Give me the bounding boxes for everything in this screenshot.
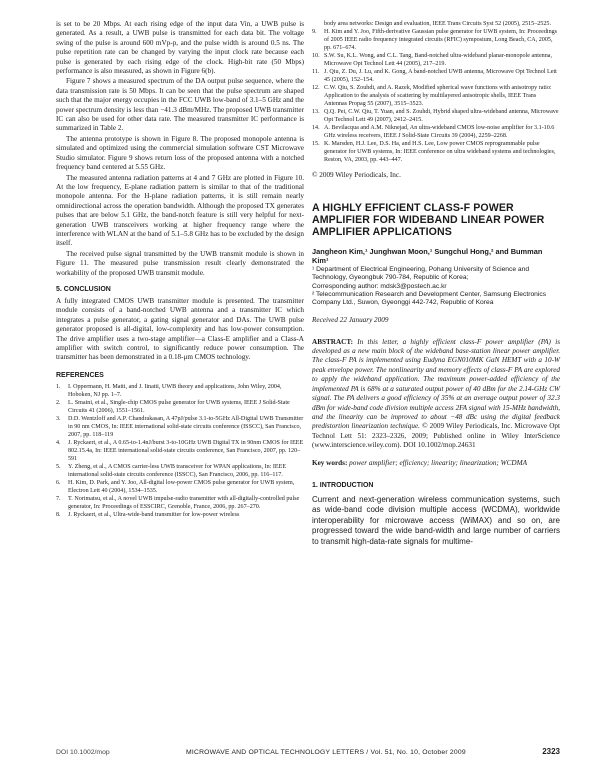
copyright-line: © 2009 Wiley Periodicals, Inc. bbox=[312, 171, 401, 179]
affiliation-line: ² Telecommunication Research and Development Center, Samsung Electronics Company Ltd., Suwon, Gyeonggi 442-742, Republic of Korea bbox=[312, 291, 547, 307]
reference-item bbox=[312, 140, 560, 164]
right-column bbox=[312, 20, 560, 547]
left-column bbox=[56, 20, 304, 519]
reference-item bbox=[56, 415, 304, 439]
reference-number: 7. bbox=[56, 495, 61, 502]
reference-number: 10. bbox=[312, 53, 320, 59]
body-paragraph: The received pulse signal transmitted by the UWB transmit module is shown in Figure 11. The measured pulse transmission result clearly demonstrated the workability of the proposed UWB transmit module. bbox=[56, 249, 304, 277]
reference-text: D.D. Wentzloff and A.P. Chandrakasan, A 47pJ/pulse 3.1-to-5GHz All-Digital UWB Transmitter in 90 nm CMOS, In: IEEE international solid-state circuits conference (ISSCC), San Francisco, 2007, pp. 118–119 bbox=[68, 415, 304, 438]
reference-item bbox=[312, 52, 560, 68]
corresponding-author: Corresponding author: mdsk3@postech.ac.kr bbox=[312, 282, 447, 290]
reference-number bbox=[312, 20, 324, 28]
reference-text: Y. Zheng, et al., A CMOS carrier-less UWB transceiver for WPAN applications, In: IEEE international solid-state circuits conference (ISSCC), San Francisco, 2006, pp. 116–117. bbox=[68, 463, 287, 478]
reference-number: 15. bbox=[312, 141, 320, 147]
reference-item bbox=[56, 463, 304, 479]
introduction-paragraph: Current and next-generation wireless communication systems, such as wide-band code division multiple access (WCDMA), worldwide interoperability for microwave access (WiMAX) and so on, are progressed toward the wide band-width and large number of carriers to transmit high-data-rate signals for multime- bbox=[312, 494, 560, 546]
conclusion-paragraph: A fully integrated CMOS UWB transmitter module is presented. The transmitter module consists of a band-notched UWB antenna and a transmitter IC which integrates a pulse generator, a gating signal generator and DAs. The UWB pulse generator proposed is all-digital, low-complexity and has low-power consumption. The drive amplifier uses a two-stage amplifier—a Class-E amplifier and a Class-A amplifier with switch control, to significantly reduce power consumption. The transmitter has been demonstrated in a 0.18-μm CMOS technology. bbox=[56, 296, 304, 362]
reference-text: H. Kim, D. Park, and Y. Joo, All-digital low-power CMOS pulse generator for UWB system, Electron Lett 40 (2004), 1534–1535. bbox=[68, 479, 295, 494]
reference-item bbox=[312, 20, 560, 28]
reference-item bbox=[56, 511, 304, 519]
reference-item bbox=[312, 108, 560, 124]
footer-doi: DOI 10.1002/mop bbox=[56, 749, 110, 756]
reference-text: J. Ryckaert, et al., A 0.65-to-1.4nJ/burst 3-to-10GHz UWB Digital TX in 90nm CMOS for IEEE 802.15.4a, In: IEEE international solid-state circuits conference, San Francisco, 2007, pp. 120–591 bbox=[68, 439, 304, 462]
abstract-text: In this letter, a highly efficient class-F power amplifier (PA) is developed as a new main block of the wideband base-station linear power amplifier. The class-F PA is implemented using Eudyna EGN010MK GaN HEMT with a 10-W peak envelope power. The nonlinearity and memory effects of class-F PA are explored to apply the wideband application. The maximum power-added efficiency of the implemented PA is 68% at a saturated output power of 40 dBm for the 2.14-GHz CW signal. The PA delivers a good efficiency of 35% at an average output power of 32.3 dBm for wide-band code division multiple access 2FA signal with 15-MHz bandwidth, and the linearity can be improved to about −48 dBc using the digital feedback predistortion linearization technique. bbox=[312, 337, 560, 431]
received-date: Received 22 January 2009 bbox=[312, 315, 389, 324]
reference-number: 1. bbox=[56, 383, 61, 390]
reference-item bbox=[312, 68, 560, 84]
reference-number: 5. bbox=[56, 463, 61, 470]
reference-item bbox=[56, 399, 304, 415]
reference-number: 4. bbox=[56, 439, 61, 446]
reference-text: A. Bevilacqua and A.M. Niknejad, An ultra-wideband CMOS low-noise amplifier for 3.1-10.6 GHz wireless receivers, IEEE J Solid-State Circuits 39 (2004), 2259–2268. bbox=[324, 125, 555, 139]
author-list: Jangheon Kim,¹ Junghwan Moon,¹ Sungchul Hong,² and Bumman Kim¹ bbox=[312, 247, 543, 266]
reference-number: 6. bbox=[56, 479, 61, 486]
body-paragraph: Figure 7 shows a measured spectrum of the DA output pulse sequence, where the data transmission rate is 50 Mbps. It can be seen that the pulse spectrum are shaped such that the major energy occupies in the FCC UWB low-band of 3.1–5 GHz and the power spectrum density is less than −41.3 dBm/MHz. The proposed UWB transmitter IC can also be used for other data rate. The measured transmitter IC performance is summarized in Table 2. bbox=[56, 77, 304, 133]
reference-text: H. Kim and Y. Joo, Fifth-derivative Gaussian pulse generator for UWB system, In: Proceedings of 2005 IEEE radio frequency integrated circuits (RFIC) symposium, Long Beach, CA, 2005, pp. 671–674. bbox=[324, 29, 558, 51]
keywords-text: power amplifier; efficiency; linearity; linearization; WCDMA bbox=[349, 458, 527, 467]
reference-number: 3. bbox=[56, 415, 61, 422]
reference-text: J. Ryckaert, et al., Ultra-wide-band transmitter for low-power wireless bbox=[68, 511, 240, 518]
reference-number: 8. bbox=[56, 511, 61, 518]
reference-text: S.W. Su, K.L. Wong, and C.L. Tang, Band-notched ultra-wideband planar-monopole antenna, Microwave Opt Technol Lett 44 (2005), 217–219. bbox=[324, 53, 552, 67]
reference-text: J. Qiu, Z. Du, J. Lu, and K. Gong, A band-notched UWB antenna, Microwave Opt Technol Lett 45 (2005), 152–154. bbox=[324, 69, 557, 83]
reference-list-continued bbox=[312, 20, 560, 164]
reference-list bbox=[56, 383, 304, 519]
abstract-label: ABSTRACT: bbox=[312, 337, 354, 346]
abstract-citation: © 2009 Wiley Periodicals, Inc. Microwave Opt Technol Lett 51: 2323–2326, 2009; Published online in Wiley InterScience (www.interscience.wiley.com). DOI 10.1002/mop.24631 bbox=[312, 422, 561, 450]
reference-text: T. Norimatsu, et al., A novel UWB impulse-radio transmitter with all-digitally-controlled pulse generator, In: Proceedings of ESSCIRC, Grenoble, France, 2006, pp. 267–270. bbox=[68, 495, 300, 510]
reference-text: C.W. Qiu, S. Zouhdi, and A. Razek, Modified spherical wave functions with anisotropy ratio: Application to the analysis of scattering by multilayered anisotropic shells, IEEE Trans Antennas Propag 55 (2007), 3515–3523. bbox=[324, 85, 552, 107]
keywords bbox=[312, 459, 560, 468]
reference-item bbox=[312, 84, 560, 108]
body-paragraph: The antenna prototype is shown in Figure 8. The proposed monopole antenna is simulated and optimized using the commercial simulation software CST Microwave Studio simulator. Figure 9 shows return loss of the proposed antenna with a notched frequency band centered at 5.55 GHz. bbox=[56, 134, 304, 172]
references-heading: REFERENCES bbox=[56, 371, 104, 379]
reference-item bbox=[56, 495, 304, 511]
reference-text: body area networks: Design and evaluation, IEEE Trans Circuits Syst 52 (2005), 2515–2525. bbox=[324, 21, 551, 27]
reference-number: 11. bbox=[312, 69, 320, 75]
body-paragraph: is set to be 20 Mbps. At each rising edge of the input data Vin, a UWB pulse is generated. As a result, a UWB pulse is transmitted for each data bit. The voltage swing of the pulse is around 600 mVp-p, and the pulse width is around 0.5 ns. The pulse repetition rate can be changed by varying the input clock rate because each pulse is generated by each rising edge of the clock. High-bit rate (50 Mbps) performance is also measured, as shown in Figure 6(b). bbox=[56, 20, 304, 76]
affiliations bbox=[312, 266, 560, 307]
body-paragraph: The measured antenna radiation patterns at 4 and 7 GHz are plotted in Figure 10. At the low frequency, E-plane radiation pattern is similar to that of the traditional monopole antenna. For the H-plane radiation patterns, it is still remain nearly omnidirectional across the operation bandwidth. Although the proposed TX generates pulses that are below 5.1 GHz, the band-notch feature is still very helpful for next-generation UWB transceivers working at higher frequency range where the interference with WLAN at the band of 5.1–5.8 GHz has to be excluded by the design itself. bbox=[56, 173, 304, 248]
reference-number: 13. bbox=[312, 109, 320, 115]
reference-number: 14. bbox=[312, 125, 320, 131]
reference-item bbox=[56, 439, 304, 463]
article-title: A HIGHLY EFFICIENT CLASS-F POWER AMPLIFIER FOR WIDEBAND LINEAR POWER AMPLIFIER APPLICATIONS bbox=[312, 202, 545, 238]
reference-text: K. Marsden, H.J. Lee, D.S. Ha, and H.S. Lee, Low power CMOS reprogrammable pulse generator for UWB systems, In: IEEE conference on ultra wideband systems and technologies, Reston, VA, 2003, pp. 443–447. bbox=[324, 141, 556, 163]
reference-item bbox=[312, 124, 560, 140]
page-footer bbox=[56, 747, 560, 756]
reference-number: 2. bbox=[56, 399, 61, 406]
affiliation-line: ¹ Department of Electrical Engineering, Pohang University of Science and Technology, Gyeongbuk 790-784, Republic of Korea; bbox=[312, 266, 530, 282]
section-heading-conclusion: 5. CONCLUSION bbox=[56, 285, 111, 293]
reference-item bbox=[56, 479, 304, 495]
abstract bbox=[312, 338, 560, 451]
reference-number: 9. bbox=[312, 29, 317, 35]
reference-number: 12. bbox=[312, 85, 320, 91]
footer-journal: MICROWAVE AND OPTICAL TECHNOLOGY LETTERS / Vol. 51, No. 10, October 2009 bbox=[186, 749, 466, 756]
reference-text: L. Smaini, et al., Single-chip CMOS pulse generator for UWB systems, IEEE J Solid-State Circuits 41 (2006), 1551–1561. bbox=[68, 399, 290, 414]
reference-text: Q.Q. Pei, C.W. Qiu, T. Yuan, and S. Zouhdi, Hybrid shaped ultra-wideband antenna, Microwave Opt Technol Lett 49 (2007), 2412–2415. bbox=[324, 109, 559, 123]
reference-item bbox=[56, 383, 304, 399]
section-heading-introduction: 1. INTRODUCTION bbox=[312, 481, 374, 489]
reference-text: I. Oppermann, H. Matti, and J. Iinatti, UWB theory and applications, John Wiley, 2004, Hoboken, NJ pp. 1–7. bbox=[68, 383, 282, 398]
page-number: 2323 bbox=[542, 747, 560, 756]
keywords-label: Key words: bbox=[312, 458, 348, 467]
reference-item bbox=[312, 28, 560, 52]
